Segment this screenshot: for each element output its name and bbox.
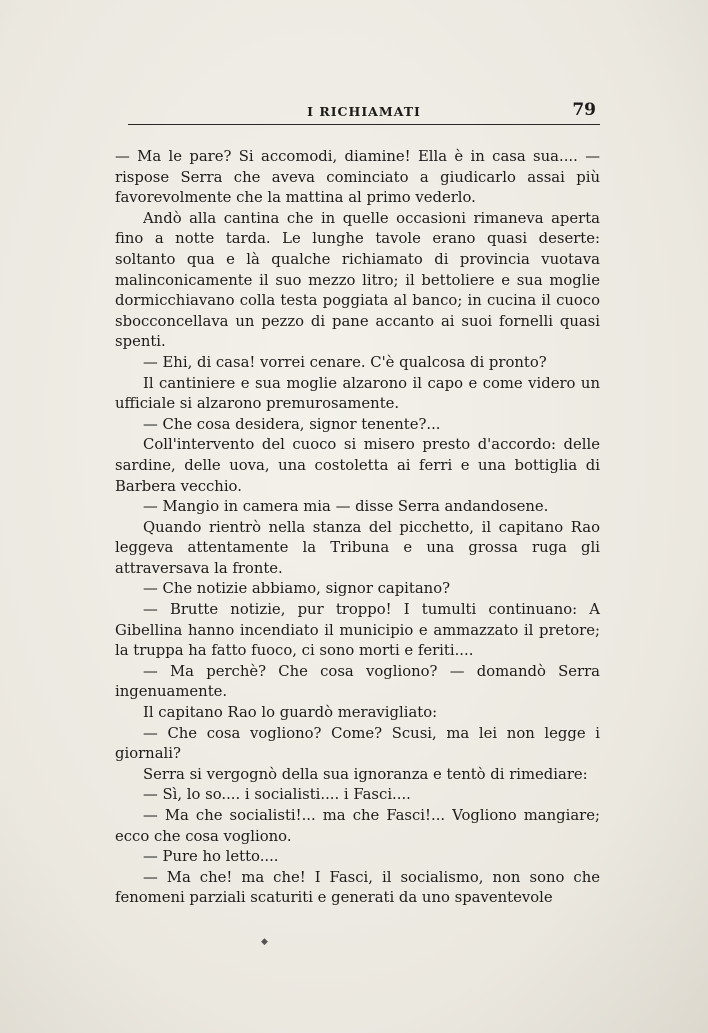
paragraph: — Che cosa vogliono? Come? Scusi, ma lei non legge i giornali? bbox=[115, 724, 600, 763]
paragraph: — Ma che socialisti!... ma che Fasci!... Vogliono mangiare; ecco che cosa vogliono. bbox=[115, 807, 600, 845]
paragraph: Serra si vergognò della sua ignoranza e tentò di rimediare: bbox=[143, 765, 588, 783]
running-title: I RICHIAMATI bbox=[307, 104, 421, 119]
paragraph: — Ma le pare? Si accomodi, diamine! Ella è in casa sua.... — rispose Serra che aveva cominciato a giudicarlo assai più favorevolmente che la mattina al primo vederlo. bbox=[115, 148, 600, 207]
ink-speck: ◆ bbox=[261, 937, 268, 947]
paragraph: — Ehi, di casa! vorrei cenare. C'è qualcosa di pronto? bbox=[143, 353, 547, 371]
body-text bbox=[115, 147, 600, 909]
page-header bbox=[128, 100, 600, 122]
paragraph: Quando rientrò nella stanza del picchetto, il capitano Rao leggeva attentamente la Tribuna e una grossa ruga gli attraversava la fronte. bbox=[115, 518, 600, 577]
paragraph: — Che notizie abbiamo, signor capitano? bbox=[143, 580, 451, 598]
paragraph: — Pure ho letto.... bbox=[143, 848, 279, 866]
paragraph: Il capitano Rao lo guardò meravigliato: bbox=[143, 704, 438, 722]
paragraph: — Mangio in camera mia — disse Serra andandosene. bbox=[143, 498, 549, 516]
paragraph: — Brutte notizie, pur troppo! I tumulti continuano: A Gibellina hanno incendiato il municipio e ammazzato il pretore; la truppa ha fatto fuoco, ci sono morti e feriti.... bbox=[115, 601, 600, 660]
header-rule bbox=[128, 124, 600, 125]
paragraph: Andò alla cantina che in quelle occasioni rimaneva aperta fino a notte tarda. Le lunghe tavole erano quasi deserte: soltanto qua e là qualche richiamato di provincia vuotava malinconicamente il suo mezzo litro; il bettoliere e sua moglie dormicchiavano colla testa poggiata al banco; in cucina il cuoco sbocconcellava un pezzo di pane accanto ai suoi fornelli quasi spenti. bbox=[115, 209, 600, 351]
paragraph: Il cantiniere e sua moglie alzarono il capo e come videro un ufficiale si alzarono premurosamente. bbox=[115, 374, 600, 413]
paragraph: — Sì, lo so.... i socialisti.... i Fasci.... bbox=[143, 786, 411, 804]
paragraph: — Ma che! ma che! I Fasci, il socialismo, non sono che fenomeni parziali scaturiti e generati da uno spaventevole bbox=[115, 868, 600, 907]
paragraph: Coll'intervento del cuoco si misero presto d'accordo: delle sardine, delle uova, una costoletta ai ferri e una bottiglia di Barbera vecchio. bbox=[115, 436, 600, 495]
page-number: 79 bbox=[572, 100, 596, 120]
paragraph: — Ma perchè? Che cosa vogliono? — domandò Serra ingenuamente. bbox=[115, 662, 600, 701]
paragraph: — Che cosa desidera, signor tenente?... bbox=[143, 415, 441, 433]
